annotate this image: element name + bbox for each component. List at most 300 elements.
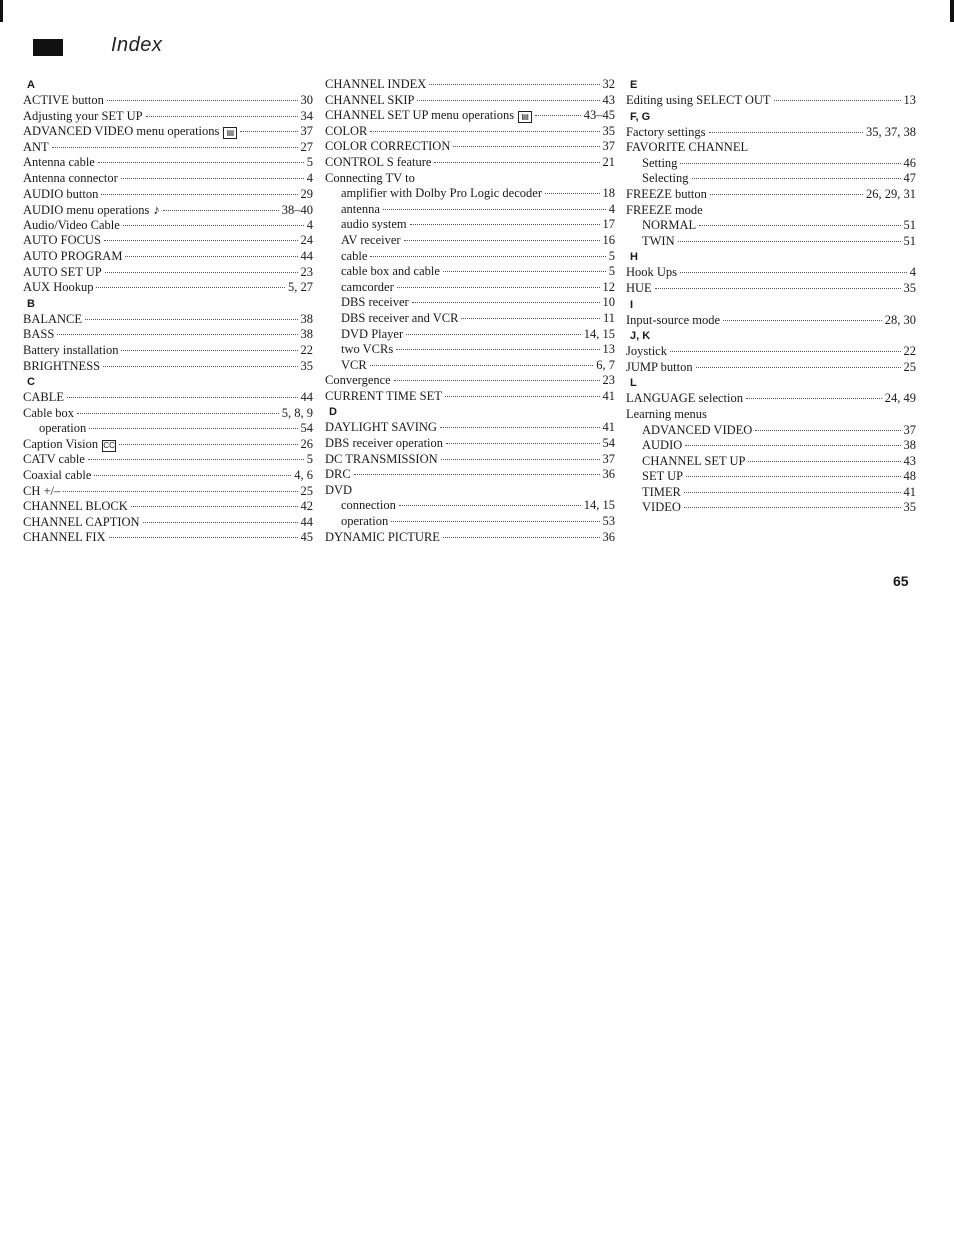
dot-leader bbox=[710, 194, 863, 195]
index-term: antenna bbox=[341, 201, 380, 216]
dot-leader bbox=[77, 413, 279, 414]
index-entry bbox=[626, 93, 916, 109]
index-pages: 14, 15 bbox=[583, 326, 615, 341]
note-icon: ♪ bbox=[153, 202, 160, 218]
index-pages: 32 bbox=[602, 77, 615, 91]
dot-leader bbox=[119, 444, 297, 445]
index-term: cable bbox=[341, 248, 368, 263]
cc-icon: CC bbox=[103, 440, 115, 450]
index-letter-heading: F, G bbox=[630, 110, 651, 123]
index-subentry bbox=[626, 500, 916, 516]
dot-leader bbox=[670, 351, 901, 352]
index-pages: 53 bbox=[602, 514, 615, 529]
index-pages: 4 bbox=[909, 265, 916, 280]
index-term: CHANNEL SET UP bbox=[642, 453, 746, 468]
dot-leader bbox=[686, 476, 900, 477]
index-entry bbox=[23, 280, 313, 296]
index-pages: 18 bbox=[602, 186, 615, 201]
index-pages: 41 bbox=[602, 388, 615, 403]
index-entry bbox=[23, 171, 313, 187]
dot-leader bbox=[397, 287, 600, 288]
index-term: operation bbox=[39, 421, 87, 436]
index-term: FREEZE button bbox=[626, 186, 707, 201]
index-pages: 13 bbox=[602, 342, 615, 357]
index-pages: 5 bbox=[608, 264, 615, 279]
index-term: VCR bbox=[341, 357, 367, 372]
index-subentry bbox=[626, 469, 916, 485]
index-pages: 35 bbox=[300, 358, 313, 373]
index-term: AUDIO bbox=[642, 438, 683, 453]
dot-leader bbox=[453, 146, 599, 147]
index-term: AV receiver bbox=[341, 232, 401, 247]
dot-leader bbox=[94, 475, 291, 476]
index-letter-heading: H bbox=[630, 251, 638, 264]
dot-leader bbox=[96, 287, 285, 288]
index-entry bbox=[23, 265, 313, 281]
index-pages: 5, 8, 9 bbox=[281, 405, 313, 420]
dot-leader bbox=[383, 209, 606, 210]
index-pages: 54 bbox=[300, 421, 313, 436]
index-entry bbox=[325, 77, 615, 93]
index-pages: 45 bbox=[300, 530, 313, 545]
dot-leader bbox=[88, 459, 304, 460]
index-pages: 44 bbox=[300, 248, 313, 263]
dot-leader bbox=[163, 210, 279, 211]
index-pages: 43 bbox=[903, 453, 916, 468]
index-entry bbox=[626, 344, 916, 360]
index-term: Audio/Video Cable bbox=[23, 217, 120, 232]
index-term: Convergence bbox=[325, 373, 391, 388]
index-letter-heading: A bbox=[27, 79, 35, 91]
index-term: CHANNEL FIX bbox=[23, 530, 106, 545]
index-pages: 5 bbox=[306, 155, 313, 170]
index-pages: 37 bbox=[602, 139, 615, 154]
index-entry bbox=[23, 93, 313, 109]
dot-leader bbox=[746, 398, 882, 399]
index-subentry bbox=[626, 234, 916, 250]
scan-edge-right bbox=[950, 0, 954, 22]
index-pages: 36 bbox=[602, 467, 615, 482]
dot-leader bbox=[370, 256, 605, 257]
dot-leader bbox=[748, 461, 900, 462]
dot-leader bbox=[125, 256, 297, 257]
index-letter-heading: C bbox=[27, 376, 35, 389]
index-pages: 38 bbox=[300, 327, 313, 342]
index-term: COLOR bbox=[325, 123, 368, 138]
dot-leader bbox=[774, 100, 901, 101]
index-pages: 29 bbox=[300, 186, 313, 201]
index-entry bbox=[325, 420, 615, 436]
dot-leader bbox=[443, 537, 600, 538]
index-pages: 35 bbox=[903, 500, 916, 515]
index-entry bbox=[23, 124, 313, 140]
index-pages: 26 bbox=[300, 436, 313, 451]
index-pages: 22 bbox=[903, 344, 916, 359]
index-term: DAYLIGHT SAVING bbox=[325, 420, 437, 435]
dot-leader bbox=[446, 443, 599, 444]
page-title: Index bbox=[111, 34, 163, 56]
dot-leader bbox=[143, 522, 298, 523]
index-entry bbox=[23, 202, 313, 218]
index-entry bbox=[23, 109, 313, 125]
dot-leader bbox=[680, 272, 907, 273]
dot-leader bbox=[440, 427, 600, 428]
index-pages: 4 bbox=[306, 217, 313, 232]
index-entry bbox=[626, 140, 916, 156]
index-term: CH +/– bbox=[23, 483, 61, 498]
index-term: Learning menus bbox=[626, 406, 707, 421]
dot-leader bbox=[412, 302, 600, 303]
dot-leader bbox=[354, 474, 600, 475]
index-term: AUTO SET UP bbox=[23, 264, 102, 279]
index-term: AUTO PROGRAM bbox=[23, 248, 123, 263]
index-pages: 25 bbox=[903, 359, 916, 374]
index-term: Antenna cable bbox=[23, 155, 95, 170]
index-pages: 38 bbox=[903, 438, 916, 453]
index-pages: 35 bbox=[602, 123, 615, 138]
index-entry bbox=[325, 389, 615, 405]
index-pages: 37 bbox=[602, 451, 615, 466]
index-term: Cable box bbox=[23, 405, 75, 420]
dot-leader bbox=[370, 131, 599, 132]
index-column-1 bbox=[23, 77, 313, 546]
index-pages: 5, 27 bbox=[288, 280, 313, 295]
index-entry bbox=[325, 467, 615, 483]
index-pages: 6, 7 bbox=[596, 357, 615, 372]
index-term: cable box and cable bbox=[341, 264, 440, 279]
index-entry bbox=[23, 468, 313, 484]
index-term: AUDIO menu operations bbox=[23, 203, 150, 218]
index-term: Caption Vision bbox=[23, 436, 99, 451]
index-term: ADVANCED VIDEO menu operations bbox=[23, 124, 220, 139]
index-subentry bbox=[325, 217, 615, 233]
index-entry bbox=[626, 281, 916, 297]
index-subentry bbox=[325, 202, 615, 218]
index-term: CHANNEL CAPTION bbox=[23, 514, 140, 529]
page-number: 65 bbox=[893, 573, 909, 589]
dot-leader bbox=[52, 147, 298, 148]
index-entry bbox=[23, 218, 313, 234]
dot-leader bbox=[121, 350, 297, 351]
dot-leader bbox=[399, 505, 581, 506]
dot-leader bbox=[723, 320, 882, 321]
index-term: LANGUAGE selection bbox=[626, 391, 743, 406]
dot-leader bbox=[685, 445, 900, 446]
dot-leader bbox=[394, 380, 600, 381]
index-term: DVD bbox=[325, 482, 353, 497]
index-entry bbox=[626, 125, 916, 141]
index-pages: 54 bbox=[602, 436, 615, 451]
index-term: Battery installation bbox=[23, 342, 119, 357]
index-subentry bbox=[325, 264, 615, 280]
index-term: Editing using SELECT OUT bbox=[626, 93, 771, 107]
index-subentry bbox=[626, 171, 916, 187]
dot-leader bbox=[103, 366, 297, 367]
dot-leader bbox=[123, 225, 304, 226]
index-subentry bbox=[325, 295, 615, 311]
index-entry bbox=[23, 327, 313, 343]
dot-leader bbox=[535, 115, 581, 116]
index-pages: 51 bbox=[903, 218, 916, 233]
index-term: SET UP bbox=[642, 469, 684, 484]
index-term: AUDIO button bbox=[23, 186, 99, 201]
index-entry bbox=[23, 140, 313, 156]
dot-leader bbox=[98, 162, 304, 163]
index-term: JUMP button bbox=[626, 359, 693, 374]
index-pages: 26, 29, 31 bbox=[866, 186, 916, 201]
index-subentry bbox=[325, 514, 615, 530]
dot-leader bbox=[105, 272, 298, 273]
dot-leader bbox=[404, 240, 600, 241]
dot-leader bbox=[89, 428, 297, 429]
dot-leader bbox=[57, 334, 297, 335]
index-term: VIDEO bbox=[642, 500, 681, 515]
index-term: Setting bbox=[642, 155, 678, 170]
index-pages: 12 bbox=[602, 279, 615, 294]
index-pages: 35, 37, 38 bbox=[866, 124, 916, 139]
index-term: BASS bbox=[23, 327, 55, 342]
dot-leader bbox=[434, 162, 599, 163]
index-pages: 23 bbox=[300, 264, 313, 279]
index-term: COLOR CORRECTION bbox=[325, 139, 451, 154]
dot-leader bbox=[692, 178, 901, 179]
dot-leader bbox=[755, 430, 900, 431]
index-term: CABLE bbox=[23, 390, 64, 405]
dot-leader bbox=[417, 100, 599, 101]
index-term: FAVORITE CHANNEL bbox=[626, 140, 749, 155]
dot-leader bbox=[441, 459, 600, 460]
index-term: CONTROL S feature bbox=[325, 154, 432, 169]
index-entry bbox=[626, 265, 916, 281]
index-pages: 10 bbox=[602, 295, 615, 310]
index-pages: 4 bbox=[306, 170, 313, 185]
index-term: Joystick bbox=[626, 344, 667, 359]
index-pages: 47 bbox=[903, 171, 916, 186]
dot-leader bbox=[410, 224, 600, 225]
index-pages: 14, 15 bbox=[583, 498, 615, 513]
index-subentry bbox=[325, 498, 615, 514]
dot-leader bbox=[370, 365, 594, 366]
index-entry bbox=[23, 530, 313, 546]
index-term: NORMAL bbox=[642, 218, 697, 233]
index-term: DBS receiver bbox=[341, 295, 409, 310]
index-pages: 37 bbox=[903, 422, 916, 437]
index-pages: 11 bbox=[602, 310, 615, 325]
index-pages: 42 bbox=[300, 499, 313, 514]
dot-leader bbox=[396, 349, 599, 350]
index-term: CHANNEL SKIP bbox=[325, 92, 415, 107]
index-pages: 44 bbox=[300, 390, 313, 405]
index-term: Input-source mode bbox=[626, 312, 721, 327]
index-term: CHANNEL INDEX bbox=[325, 77, 427, 91]
index-subentry bbox=[626, 423, 916, 439]
index-subentry bbox=[325, 311, 615, 327]
dot-leader bbox=[240, 131, 297, 132]
index-pages: 43–45 bbox=[583, 108, 615, 123]
index-column-3 bbox=[626, 77, 916, 516]
index-term: CHANNEL BLOCK bbox=[23, 499, 128, 514]
index-term: audio system bbox=[341, 217, 407, 232]
index-pages: 5 bbox=[306, 452, 313, 467]
index-letter-heading: I bbox=[630, 298, 634, 311]
dot-leader bbox=[85, 319, 297, 320]
index-pages: 21 bbox=[602, 154, 615, 169]
index-pages: 44 bbox=[300, 514, 313, 529]
index-letter-heading: J, K bbox=[630, 330, 651, 343]
index-pages: 5 bbox=[608, 248, 615, 263]
index-letter-heading: L bbox=[630, 377, 637, 390]
index-entry bbox=[626, 360, 916, 376]
index-term: ADVANCED VIDEO bbox=[642, 422, 753, 437]
dot-leader bbox=[443, 271, 606, 272]
dot-leader bbox=[107, 100, 298, 101]
index-entry bbox=[325, 373, 615, 389]
dot-leader bbox=[101, 194, 297, 195]
index-subentry bbox=[325, 249, 615, 265]
dot-leader bbox=[655, 288, 901, 289]
index-term: ACTIVE button bbox=[23, 93, 104, 107]
index-subentry bbox=[325, 233, 615, 249]
index-subentry bbox=[325, 327, 615, 343]
index-letter-heading: D bbox=[329, 406, 337, 419]
index-term: AUX Hookup bbox=[23, 280, 94, 295]
index-entry bbox=[23, 484, 313, 500]
index-term: Adjusting your SET UP bbox=[23, 108, 143, 123]
index-term: amplifier with Dolby Pro Logic decoder bbox=[341, 186, 542, 201]
index-term: DBS receiver operation bbox=[325, 436, 444, 451]
index-pages: 17 bbox=[602, 217, 615, 232]
index-term: Hook Ups bbox=[626, 265, 678, 280]
index-pages: 35 bbox=[903, 280, 916, 295]
index-entry bbox=[626, 391, 916, 407]
index-term: camcorder bbox=[341, 279, 394, 294]
index-term: Selecting bbox=[642, 171, 689, 186]
index-entry bbox=[325, 139, 615, 155]
index-pages: 37 bbox=[300, 124, 313, 139]
index-subentry bbox=[626, 454, 916, 470]
dot-leader bbox=[391, 521, 599, 522]
index-entry bbox=[325, 108, 615, 124]
index-pages: 51 bbox=[903, 233, 916, 248]
index-entry bbox=[23, 406, 313, 422]
index-term: Coaxial cable bbox=[23, 468, 92, 483]
dot-leader bbox=[461, 318, 599, 319]
index-pages: 22 bbox=[300, 342, 313, 357]
index-pages: 24 bbox=[300, 233, 313, 248]
dot-leader bbox=[146, 116, 298, 117]
index-term: BRIGHTNESS bbox=[23, 358, 101, 373]
index-term: FREEZE mode bbox=[626, 202, 703, 217]
dot-leader bbox=[63, 491, 297, 492]
index-entry bbox=[23, 312, 313, 328]
index-pages: 16 bbox=[602, 232, 615, 247]
index-term: Antenna connector bbox=[23, 170, 118, 185]
index-letter-heading: B bbox=[27, 297, 35, 310]
dot-leader bbox=[109, 537, 298, 538]
dot-leader bbox=[684, 507, 901, 508]
index-entry bbox=[626, 187, 916, 203]
index-term: CURRENT TIME SET bbox=[325, 388, 442, 403]
index-term: Factory settings bbox=[626, 124, 706, 139]
index-pages: 24, 49 bbox=[884, 391, 916, 406]
index-entry bbox=[23, 499, 313, 515]
index-term: DVD Player bbox=[341, 326, 404, 341]
index-subentry bbox=[325, 342, 615, 358]
dot-leader bbox=[680, 163, 900, 164]
index-pages: 34 bbox=[300, 108, 313, 123]
index-term: HUE bbox=[626, 280, 652, 295]
index-subentry bbox=[325, 358, 615, 374]
header-bar bbox=[33, 39, 63, 56]
index-term: Connecting TV to bbox=[325, 170, 415, 185]
dot-leader bbox=[121, 178, 304, 179]
index-term: connection bbox=[341, 498, 396, 513]
index-term: TWIN bbox=[642, 233, 675, 248]
index-term: DRC bbox=[325, 467, 351, 482]
index-pages: 30 bbox=[300, 93, 313, 107]
dot-leader bbox=[445, 396, 600, 397]
index-term: DC TRANSMISSION bbox=[325, 451, 438, 466]
index-pages: 25 bbox=[300, 483, 313, 498]
index-pages: 36 bbox=[602, 529, 615, 544]
index-entry bbox=[23, 187, 313, 203]
index-entry bbox=[626, 313, 916, 329]
index-entry bbox=[325, 124, 615, 140]
index-column-2 bbox=[325, 77, 615, 545]
video-menu-icon: ▤ bbox=[223, 127, 237, 139]
index-subentry bbox=[325, 186, 615, 202]
index-entry bbox=[23, 390, 313, 406]
index-pages: 41 bbox=[602, 420, 615, 435]
index-term: DBS receiver and VCR bbox=[341, 310, 459, 325]
index-term: two VCRs bbox=[341, 342, 394, 357]
dot-leader bbox=[699, 225, 900, 226]
index-term: CHANNEL SET UP menu operations bbox=[325, 108, 515, 123]
index-subentry bbox=[325, 280, 615, 296]
dot-leader bbox=[131, 506, 298, 507]
index-entry bbox=[325, 155, 615, 171]
index-entry bbox=[23, 249, 313, 265]
dot-leader bbox=[678, 241, 901, 242]
dot-leader bbox=[406, 334, 581, 335]
dot-leader bbox=[104, 240, 298, 241]
index-entry bbox=[23, 343, 313, 359]
index-entry bbox=[325, 171, 615, 187]
index-entry bbox=[23, 155, 313, 171]
index-pages: 41 bbox=[903, 484, 916, 499]
dot-leader bbox=[709, 132, 863, 133]
index-pages: 4 bbox=[608, 201, 615, 216]
index-term: CATV cable bbox=[23, 452, 85, 467]
index-pages: 38 bbox=[300, 311, 313, 326]
index-entry bbox=[23, 437, 313, 453]
index-pages: 46 bbox=[903, 155, 916, 170]
index-pages: 4, 6 bbox=[294, 468, 313, 483]
index-entry bbox=[626, 203, 916, 219]
index-term: DYNAMIC PICTURE bbox=[325, 529, 440, 544]
index-pages: 43 bbox=[602, 92, 615, 107]
index-entry bbox=[626, 407, 916, 423]
index-term: ANT bbox=[23, 139, 49, 154]
index-entry bbox=[325, 452, 615, 468]
index-entry bbox=[325, 530, 615, 546]
index-entry bbox=[23, 452, 313, 468]
index-entry bbox=[23, 233, 313, 249]
dot-leader bbox=[67, 397, 298, 398]
index-entry bbox=[325, 483, 615, 499]
index-entry bbox=[23, 359, 313, 375]
dot-leader bbox=[696, 367, 901, 368]
